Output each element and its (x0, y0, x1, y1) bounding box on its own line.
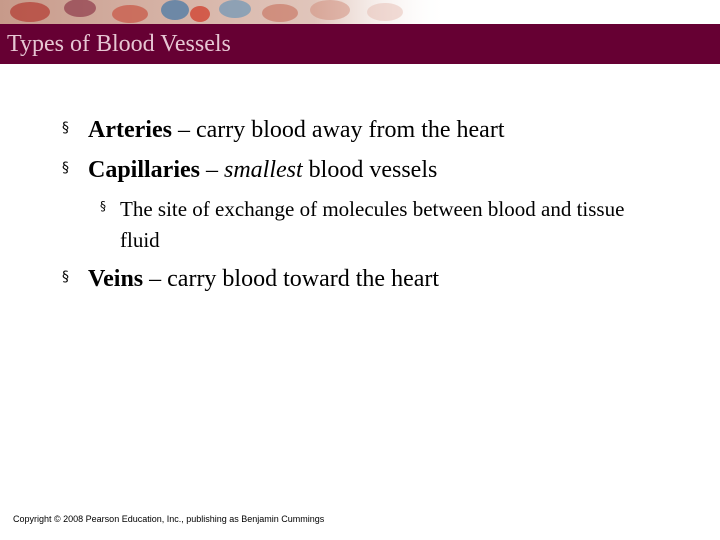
bullet-term: Arteries (88, 117, 172, 143)
bullet-text (88, 155, 437, 185)
bullet-rest: carry blood toward the heart (167, 266, 440, 292)
bullet-rest: carry blood away from the heart (195, 117, 505, 143)
bullet-marker-icon: § (62, 269, 69, 285)
bullet-marker-icon: § (62, 160, 69, 176)
bullet-veins (62, 264, 439, 294)
sub-bullet-marker-icon: § (100, 199, 106, 213)
bullet-rest: blood vessels (302, 157, 438, 183)
bullet-arteries (62, 115, 504, 145)
sub-bullet-text: The site of exchange of molecules between blood and tissue fluid (120, 197, 625, 252)
bullet-dash: – (200, 157, 224, 183)
blood-cells-image (0, 0, 450, 24)
bullet-emphasis: smallest (224, 157, 303, 183)
slide-title: Types of Blood Vessels (7, 30, 231, 57)
bullet-marker-icon: § (62, 120, 69, 136)
title-bar (0, 24, 720, 64)
bullet-dash: – (143, 266, 168, 292)
copyright-notice: Copyright © 2008 Pearson Education, Inc., publishing as Benjamin Cummings (13, 514, 325, 524)
bullet-dash: – (171, 117, 196, 143)
bullet-term: Veins (88, 266, 144, 292)
bullet-term: Capillaries (88, 157, 200, 183)
bullet-capillaries (62, 155, 437, 185)
sub-bullet-exchange (100, 194, 660, 256)
bullet-text (88, 264, 439, 294)
bullet-text (88, 115, 504, 145)
